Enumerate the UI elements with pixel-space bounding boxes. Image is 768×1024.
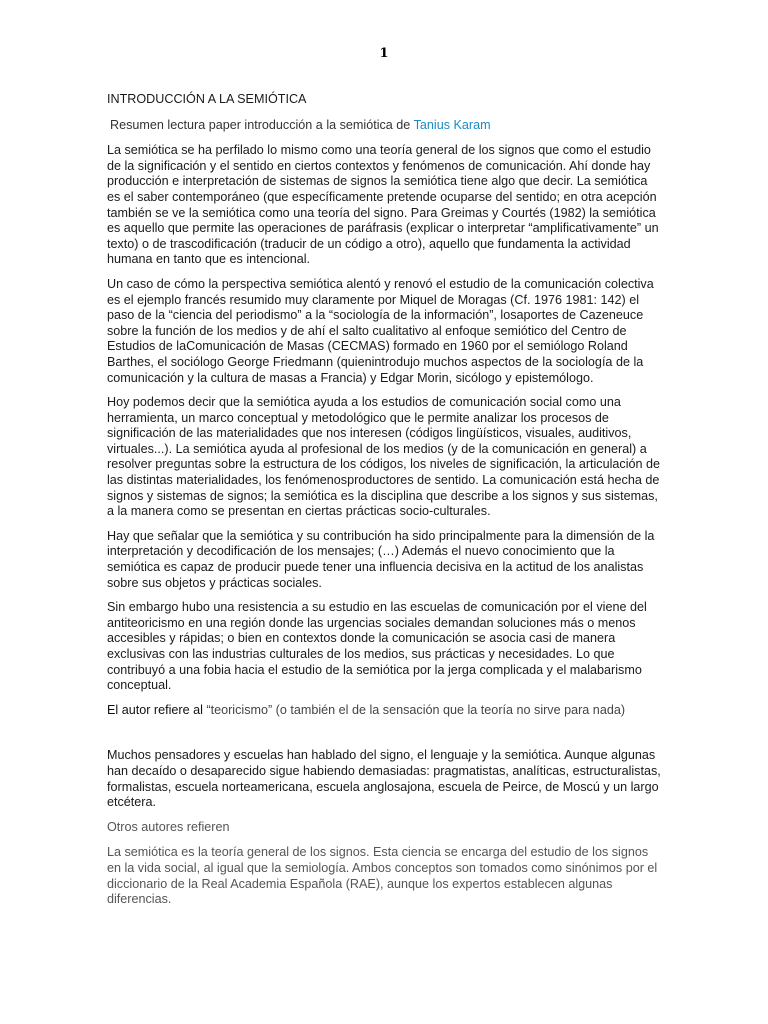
paragraph-definition: La semiótica se ha perfilado lo mismo como una teoría general de los signos que como el estudio de la significación y el sentido en ciertos contextos y fenómenos de comunicación. Ahí donde hay producción e interpretación de sistemas de signos la semiótica tiene algo que decir. La semiótica es el saber contemporáneo (que específicamente pretende ocuparse del sentido; en otra acepción también se ve la semiótica como una teoría del signo. Para Greimas y Courtés (1982) la semiótica es aquello que permite las operaciones de paráfrasis (explicar o interpretar “amplificativamente” un texto) o de trascodificación (traducir de un código a otro), aquello que fundamenta la actividad humana en tanto que es intencional. xyxy=(107,143,659,267)
paragraph-french-example: Un caso de cómo la perspectiva semiótica alentó y renovó el estudio de la comunicación colectiva es el ejemplo francés resumido muy claramente por Miquel de Moragas (Cf. 1976 1981: 142) el paso de la “ciencia del periodismo” a la “sociología de la información”, losaportes de Cazeneuce sobre la función de los medios y de ahí el salto cualitativo al enfoque semiótico del Centro de Estudios de laComunicación de Masas (CECMAS) formado en 1960 por el semiólogo Roland Barthes, el sociólogo George Friedmann (quienintrodujo muchos aspectos de la sociología de la comunicación y la cultura de masas a Francia) y Edgar Morin, sicólogo y epistemólogo. xyxy=(107,276,654,385)
other-authors-label: Otros autores refieren xyxy=(107,819,230,834)
paragraph-interpretation: Hay que señalar que la semiótica y su contribución ha sido principalmente para la dimensión de la interpretación y decodificación de los mensajes; (…) Además el nuevo conocimiento que la semiótica es capaz de producir puede tener una influencia decisiva en la actitud de los analistas sobre sus objetos y prácticas sociales. xyxy=(107,528,655,590)
document-body xyxy=(107,92,662,917)
document-title: INTRODUCCIÓN A LA SEMIÓTICA xyxy=(107,92,307,106)
page-number: 1 xyxy=(379,46,389,61)
paragraph-thinkers: Muchos pensadores y escuelas han hablado del signo, el lenguaje y la semiótica. Aunque algunas han decaído o desaparecido sigue habiendo demasiadas: pragmatistas, analíticas, estructuralistas, formalistas, escuela norteamericana, escuela anglosajona, escuela de Peirce, de Moscú y un largo etcétera. xyxy=(107,748,661,810)
paragraph-author-refers xyxy=(107,703,662,719)
author-refers-lead: El autor refiere al xyxy=(107,702,207,717)
paragraph-resistance: Sin embargo hubo una resistencia a su estudio en las escuelas de comunicación por el viene del antiteoricismo en una región donde las urgencias sociales demandan soluciones más o menos accesibles y rápidas; o bien en contextos donde la comunicación se asocia casi de manera exclusivas con las industrias culturales de los medios, sus prácticas y necesidades. Lo que contribuyó a una fobia hacia el estudio de la semiótica por la jerga complicada y el malabarismo conceptual. xyxy=(107,600,647,693)
author-refers-quote: “teoricismo” (o también el de la sensación que la teoría no sirve para nada) xyxy=(206,702,626,717)
document-subtitle xyxy=(107,118,662,134)
paragraph-final: La semiótica es la teoría general de los signos. Esta ciencia se encarga del estudio de los signos en la vida social, al igual que la semiología. Ambos conceptos son tomados como sinónimos por el diccionario de la Real Academia Española (RAE), aunque los expertos establecen algunas diferencias. xyxy=(107,845,658,907)
subtitle-text: Resumen lectura paper introducción a la semiótica de xyxy=(110,117,414,132)
author-link[interactable]: Tanius Karam xyxy=(413,117,491,132)
paragraph-communication-tool: Hoy podemos decir que la semiótica ayuda a los estudios de comunicación social como una herramienta, un marco conceptual y metodológico que le permite analizar los procesos de significación de las materialidades que nos interesen (códigos lingüísticos, visuales, auditivos, virtuales...). La semiótica ayuda al profesional de los medios (y de la comunicación en general) a resolver preguntas sobre la estructura de los códigos, los niveles de significación, la articulación de las distintas materialidades, los fenómenosproductores de sentido. La comunicación está hecha de signos y sistemas de signos; la semiótica es la disciplina que describe a los signos y sus sistemas, a la manera como se presentan en ciertas prácticas socio-culturales. xyxy=(107,395,661,519)
